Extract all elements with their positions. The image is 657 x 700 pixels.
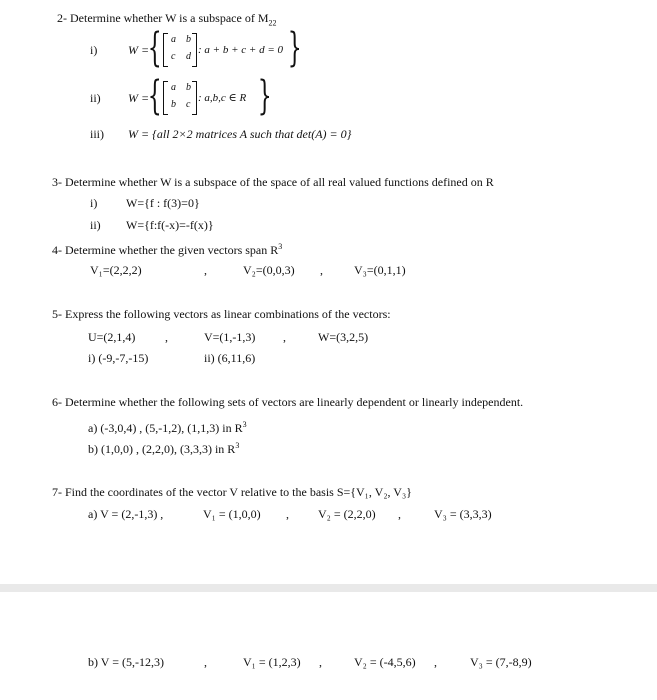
comma: ,	[434, 655, 437, 669]
matrix2-b2: b	[171, 99, 176, 110]
left-brace: {	[147, 25, 162, 71]
q3-title: 3- Determine whether W is a subspace of the space of all real valued functions defined on R	[52, 175, 494, 189]
q2-ii-condition: : a,b,c ∈ R	[198, 92, 247, 104]
matrix2-b: b	[186, 82, 191, 93]
q7-title: 7- Find the coordinates of the vector V relative to the basis S={V₁, V₂, V₃}	[52, 485, 412, 499]
q7-b-v1: V₁ = (1,2,3)	[243, 655, 301, 669]
matrix1-a: a	[171, 34, 176, 45]
matrix-bracket-left	[163, 33, 168, 67]
q2-i-condition: : a + b + c + d = 0	[198, 44, 283, 56]
q7-a-v: a) V = (2,-1,3) ,	[88, 507, 164, 521]
q4-v1: V₁=(2,2,2)	[90, 263, 142, 277]
matrix2-c: c	[186, 99, 191, 110]
comma: ,	[320, 263, 323, 277]
q5-title: 5- Express the following vectors as linear combinations of the vectors:	[52, 307, 391, 321]
left-brace: {	[147, 73, 162, 119]
page-bottom	[0, 592, 657, 700]
q2-iii-label: iii)	[90, 127, 104, 141]
right-brace: }	[287, 25, 302, 71]
q4-title: 4- Determine whether the given vectors span $R^3$	[52, 242, 283, 257]
right-brace: }	[257, 73, 272, 119]
matrix-bracket-right	[192, 81, 197, 115]
q6-title: 6- Determine whether the following sets of vectors are linearly dependent or linearly independent.	[52, 395, 524, 409]
q7-a-v2: V₂ = (2,2,0)	[318, 507, 376, 521]
q2-ii-label: ii)	[90, 91, 101, 105]
q6-b: b) (1,0,0) , (2,2,0), (3,3,3) in $R^3$	[88, 441, 240, 456]
matrix-bracket-right	[192, 33, 197, 67]
q7-a-v3: V₃ = (3,3,3)	[434, 507, 492, 521]
comma: ,	[204, 263, 207, 277]
q5-w: W=(3,2,5)	[318, 330, 369, 344]
comma: ,	[204, 655, 207, 669]
q3-i-label: i)	[90, 196, 98, 210]
q7-b-v2: V₂ = (-4,5,6)	[354, 655, 416, 669]
matrix1-d: d	[186, 51, 191, 62]
comma: ,	[286, 507, 289, 521]
q5-v: V=(1,-1,3)	[204, 330, 256, 344]
matrix2-a: a	[171, 82, 176, 93]
q7-b-v3: V₃ = (7,-8,9)	[470, 655, 532, 669]
comma: ,	[165, 330, 168, 344]
q4-v2: V₂=(0,0,3)	[243, 263, 295, 277]
matrix1-c: c	[171, 51, 176, 62]
q6-a: a) (-3,0,4) , (5,-1,2), (1,1,3) in $R^3$	[88, 420, 247, 435]
q3-ii-label: ii)	[90, 218, 101, 232]
q2-i-w: W =	[128, 43, 150, 57]
matrix-bracket-left	[163, 81, 168, 115]
q7-b-v: b) V = (5,-12,3)	[88, 655, 164, 669]
matrix1-b: b	[186, 34, 191, 45]
q3-ii-text: W={f:f(-x)=-f(x)}	[126, 218, 214, 232]
q2-iii-text: W = {all 2×2 matrices A such that det(A) = 0}	[128, 127, 352, 141]
q5-u: U=(2,1,4)	[88, 330, 136, 344]
q3-i-text: W={f : f(3)=0}	[126, 196, 200, 210]
q4-v3: V₃=(0,1,1)	[354, 263, 406, 277]
comma: ,	[283, 330, 286, 344]
q2-ii-w: W =	[128, 91, 150, 105]
comma: ,	[319, 655, 322, 669]
q5-i: i) (-9,-7,-15)	[88, 351, 149, 365]
q2-i-label: i)	[90, 43, 98, 57]
comma: ,	[398, 507, 401, 521]
q2-title: 2- Determine whether W is a subspace of $M_{22}$	[57, 11, 277, 28]
q5-ii: ii) (6,11,6)	[204, 351, 256, 365]
q7-a-v1: V₁ = (1,0,0)	[203, 507, 261, 521]
